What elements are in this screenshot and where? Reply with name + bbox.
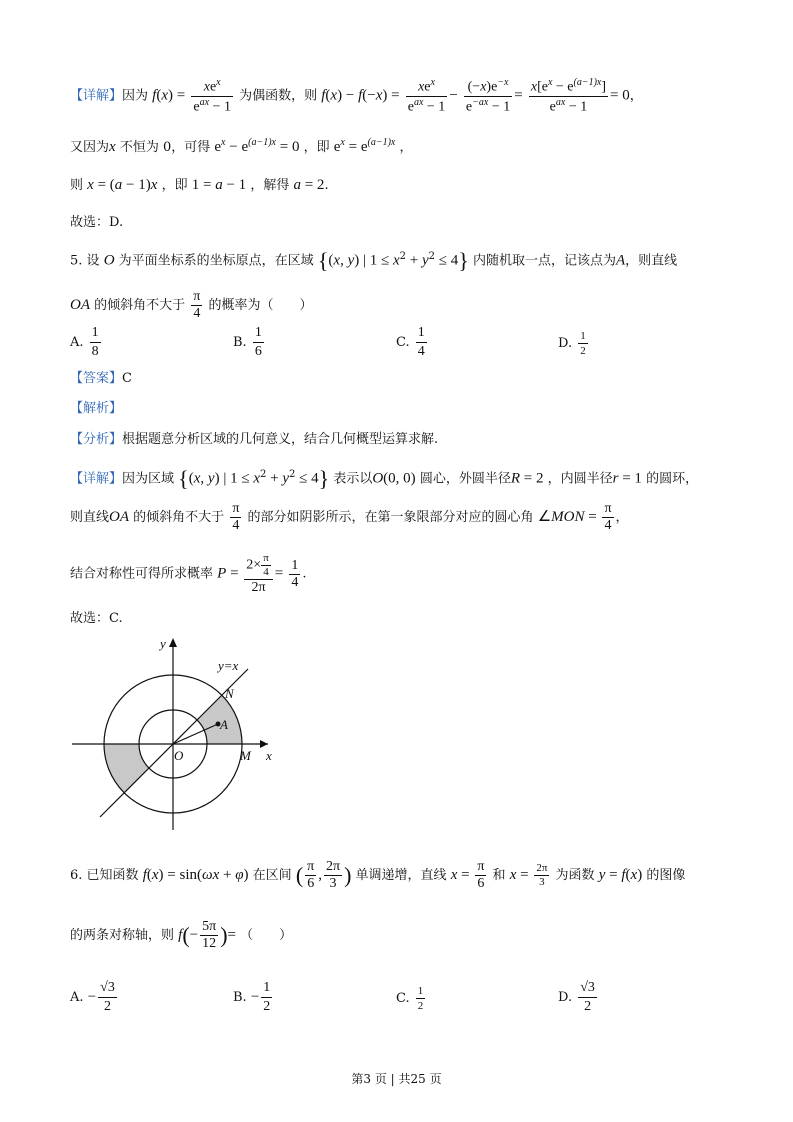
detail-label: 【详解】 bbox=[70, 88, 123, 104]
q6-option-a[interactable]: A. − $\frac{√3}{2}$ bbox=[70, 980, 115, 1014]
a-label: A bbox=[220, 717, 228, 732]
y-label: y bbox=[160, 636, 166, 651]
q5-option-d[interactable]: D. $\frac{1}{2}$ bbox=[558, 330, 586, 357]
q6-line1: 6. 已知函数 f(x) = sin(ωx + φ) 在区间 ( $\frac{\pi}{6}$ , $\frac{2\pi}{3}$ ) 单调递增，直线 x = $\frac{\pi}{6}$ 和 x = $\frac{2\pi}{3}$ 为函数 y = f(x) 的图像 bbox=[70, 859, 686, 891]
q5-fenxi: 【分析】根据题意分析区域的几何意义，结合几何概型运算求解. bbox=[70, 432, 439, 447]
q5-analysis-label: 【解析】 bbox=[70, 401, 123, 416]
o-label: O bbox=[174, 748, 184, 763]
q5-answer: 【答案】C bbox=[70, 371, 132, 386]
y-axis-arrow bbox=[169, 638, 177, 647]
q5-line2: OA 的倾斜角不大于 $\frac{\pi}{4}$ 的概率为（ ） bbox=[70, 289, 313, 321]
page-footer: 第3 页 | 共25 页 bbox=[351, 1072, 442, 1086]
q6-option-c[interactable]: C. $\frac{1}{2}$ bbox=[396, 985, 424, 1012]
q6-line2: 的两条对称轴，则 f(− $\frac{5\pi}{12}$ )= （ ） bbox=[70, 919, 293, 951]
fraction: $\frac{xe^x}{e^{ax} - 1}$ bbox=[193, 77, 231, 115]
q5-detail-line1: 【详解】因为区域 {(x, y) | $1 \le x^2 + y^2 \le 4$} 表示以O(0, 0) 圆心，外圆半径R = 2 ，内圆半径r = 1 的圆环， bbox=[70, 466, 699, 491]
detail4-line3: 则 x = (a − 1)x ，即 1 = a − 1 ，解得 a = 2. bbox=[70, 177, 329, 193]
x-label: x bbox=[266, 748, 272, 763]
m-label: M bbox=[240, 748, 251, 763]
q5-option-b[interactable]: B. $\frac{1}{6}$ bbox=[233, 325, 262, 359]
ring-figure bbox=[68, 634, 288, 834]
q5-option-c[interactable]: C. $\frac{1}{4}$ bbox=[396, 325, 425, 359]
detail4-line2: 又因为x 不恒为 0，可得 $e^x - e^{(a-1)x} = 0$ ，即 $e^x = e^{(a-1)x}$ ， bbox=[70, 137, 413, 155]
n-label: N bbox=[225, 686, 234, 701]
choice-d: 故选：D. bbox=[70, 215, 124, 230]
q6-option-b[interactable]: B. − $\frac{1}{2}$ bbox=[233, 980, 271, 1014]
choice-c: 故选：C. bbox=[70, 611, 123, 626]
q5-option-a[interactable]: A. $\frac{1}{8}$ bbox=[70, 325, 99, 359]
x-axis-arrow bbox=[260, 740, 268, 748]
q5-line1: 5. 设 O 为平面坐标系的坐标原点，在区域 {(x, y) | $1 \le x^2 + y^2 \le 4$} 内随机取一点，记该点为A，则直线 bbox=[70, 248, 678, 273]
line-label: y=x bbox=[218, 658, 239, 673]
q5-detail-line2: 则直线OA 的倾斜角不大于 $\frac{\pi}{4}$ 的部分如阴影所示，在第一象限部分对应的圆心角 ∠MON = $\frac{\pi}{4}$ ， bbox=[70, 501, 629, 533]
q6-option-d[interactable]: D. $\frac{√3}{2}$ bbox=[558, 980, 595, 1014]
detail4-line1: 【详解】因为 f(x) = $\frac{xe^x}{e^{ax} - 1}$ 为偶函数，则 f(x) − f(−x) = $\frac{xe^x}{e^{ax} - 1}$ − $\frac{(-x)e^{-x}}{e^{-ax} - 1}$ = $\frac{x[e^x - e^{(a-1)x}]}{e^{ax} - 1}$ = 0， bbox=[70, 77, 643, 115]
q5-detail-line3: 结合对称性可得所求概率 P = 2× $\frac{\pi}{4}$ 2π = $\frac{1}{4}$ . bbox=[70, 552, 307, 595]
